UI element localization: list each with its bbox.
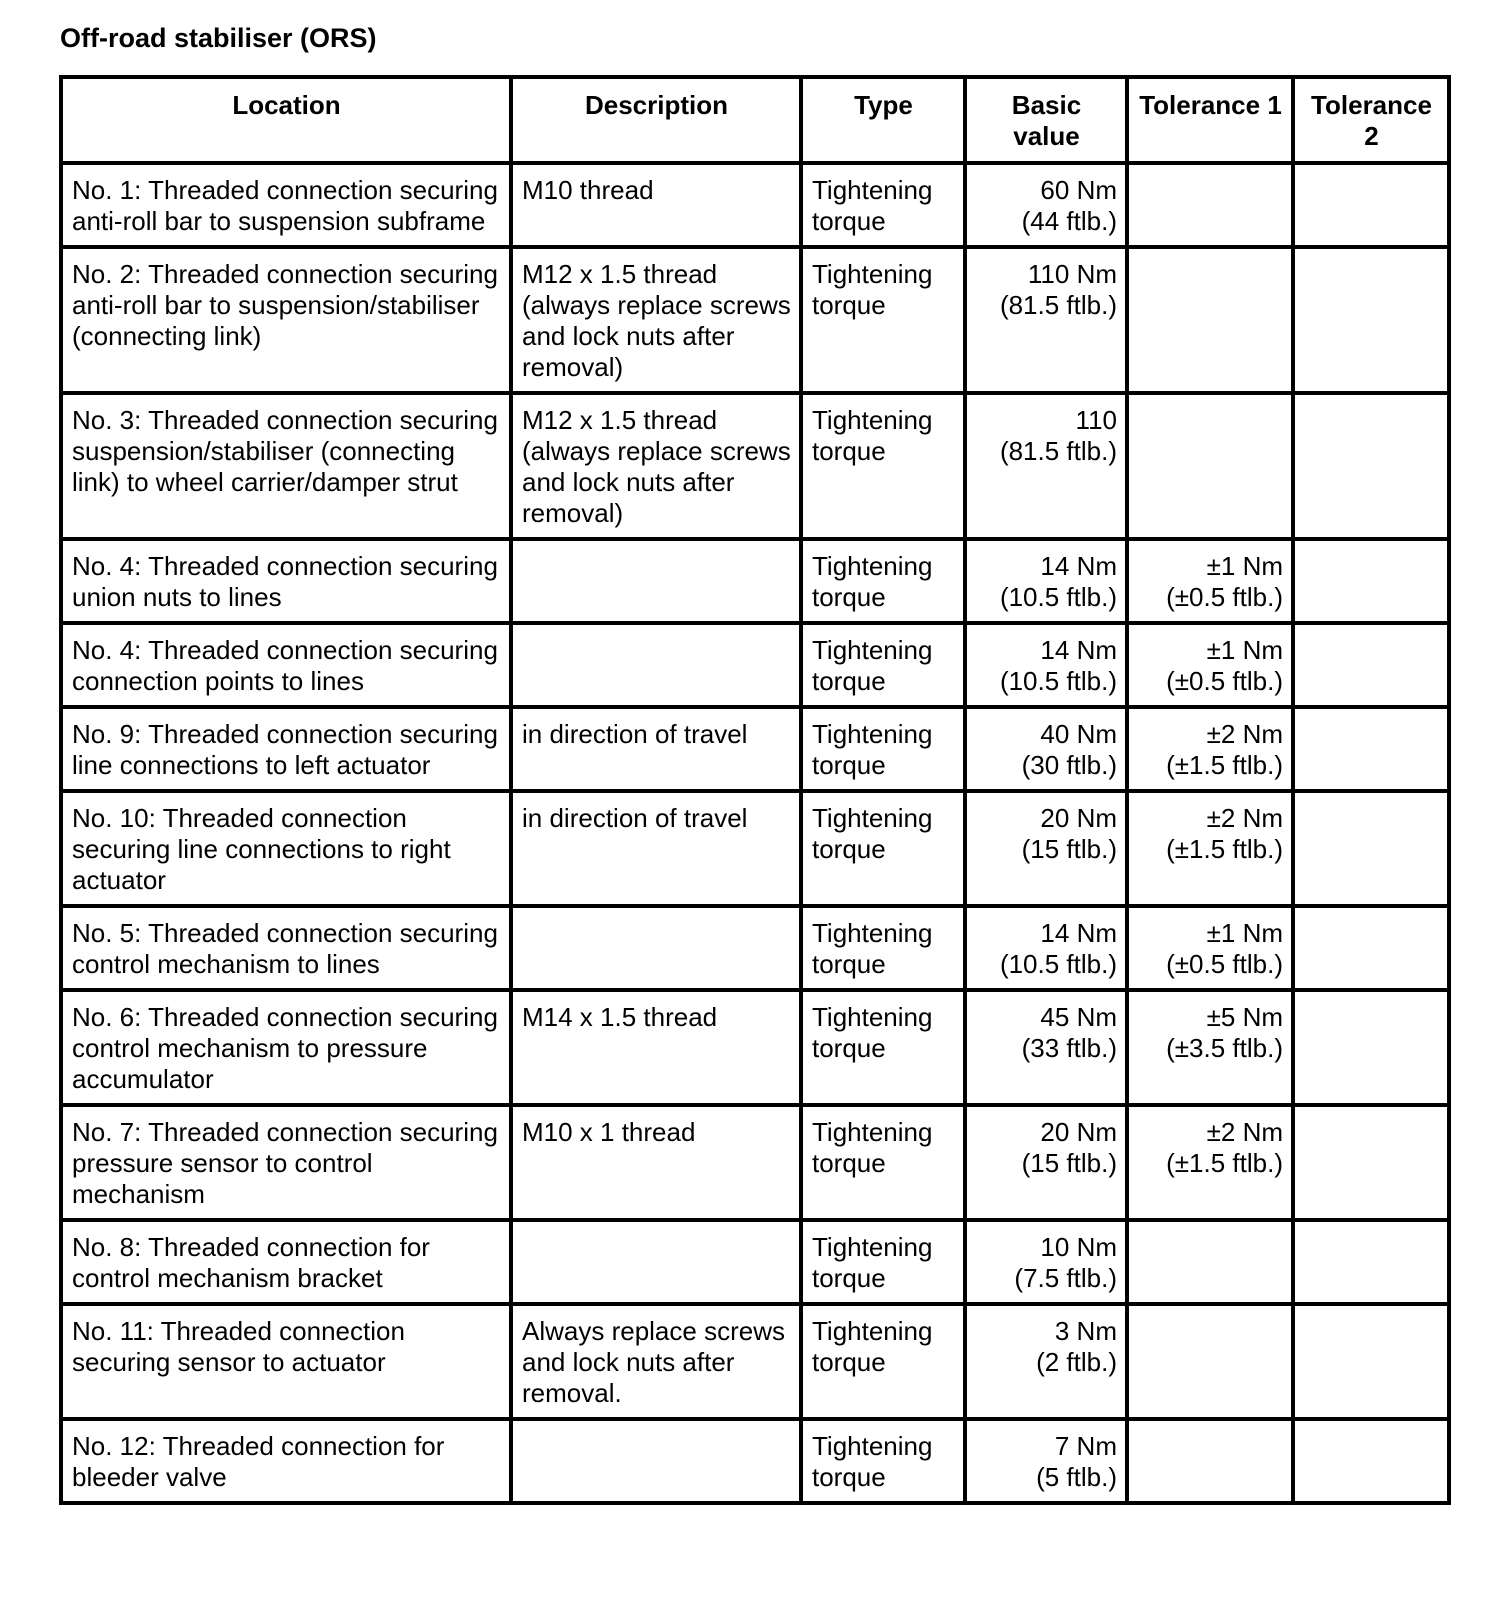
column-header-basic-value: Basic value bbox=[965, 77, 1127, 163]
cell-location: No. 12: Threaded connection for bleeder valve bbox=[61, 1419, 511, 1503]
cell-tolerance-1 bbox=[1127, 1220, 1293, 1304]
torque-spec-table bbox=[59, 75, 1451, 1505]
cell-tolerance-1 bbox=[1127, 247, 1293, 393]
table-row bbox=[61, 990, 1449, 1105]
tolerance-1-metric: ±2 Nm bbox=[1206, 719, 1283, 749]
cell-tolerance-2 bbox=[1293, 1105, 1449, 1220]
table-row bbox=[61, 623, 1449, 707]
cell-tolerance-1 bbox=[1127, 623, 1293, 707]
cell-type: Tightening torque bbox=[801, 393, 965, 539]
cell-basic-value bbox=[965, 163, 1127, 247]
cell-location: No. 4: Threaded connection securing union nuts to lines bbox=[61, 539, 511, 623]
cell-tolerance-1 bbox=[1127, 791, 1293, 906]
cell-type: Tightening torque bbox=[801, 791, 965, 906]
cell-tolerance-1 bbox=[1127, 906, 1293, 990]
cell-type: Tightening torque bbox=[801, 1220, 965, 1304]
basic-value-metric: 7 Nm bbox=[1054, 1431, 1117, 1461]
cell-basic-value bbox=[965, 906, 1127, 990]
table-row bbox=[61, 906, 1449, 990]
cell-description: M14 x 1.5 thread bbox=[511, 990, 801, 1105]
table-row bbox=[61, 1419, 1449, 1503]
cell-type: Tightening torque bbox=[801, 539, 965, 623]
cell-tolerance-2 bbox=[1293, 623, 1449, 707]
cell-description: M10 x 1 thread bbox=[511, 1105, 801, 1220]
tolerance-1-imperial: (±1.5 ftlb.) bbox=[1166, 750, 1283, 780]
cell-description: M10 thread bbox=[511, 163, 801, 247]
cell-tolerance-2 bbox=[1293, 791, 1449, 906]
basic-value-metric: 14 Nm bbox=[1040, 918, 1117, 948]
cell-location: No. 4: Threaded connection securing connection points to lines bbox=[61, 623, 511, 707]
cell-tolerance-2 bbox=[1293, 393, 1449, 539]
cell-description: M12 x 1.5 thread (always replace screws and lock nuts after removal) bbox=[511, 247, 801, 393]
cell-type: Tightening torque bbox=[801, 247, 965, 393]
cell-description bbox=[511, 1220, 801, 1304]
tolerance-1-imperial: (±1.5 ftlb.) bbox=[1166, 1148, 1283, 1178]
cell-description: in direction of travel bbox=[511, 791, 801, 906]
tolerance-1-imperial: (±0.5 ftlb.) bbox=[1166, 582, 1283, 612]
table-row bbox=[61, 1304, 1449, 1419]
cell-type: Tightening torque bbox=[801, 1105, 965, 1220]
cell-tolerance-1 bbox=[1127, 707, 1293, 791]
basic-value-imperial: (10.5 ftlb.) bbox=[999, 666, 1117, 696]
cell-tolerance-2 bbox=[1293, 990, 1449, 1105]
cell-tolerance-2 bbox=[1293, 1220, 1449, 1304]
tolerance-1-metric: ±2 Nm bbox=[1206, 1117, 1283, 1147]
cell-type: Tightening torque bbox=[801, 1304, 965, 1419]
cell-tolerance-1 bbox=[1127, 1105, 1293, 1220]
cell-basic-value bbox=[965, 1419, 1127, 1503]
cell-type: Tightening torque bbox=[801, 623, 965, 707]
cell-tolerance-1 bbox=[1127, 539, 1293, 623]
cell-tolerance-1 bbox=[1127, 163, 1293, 247]
basic-value-metric: 3 Nm bbox=[1054, 1316, 1117, 1346]
column-header-location: Location bbox=[61, 77, 511, 163]
cell-description bbox=[511, 539, 801, 623]
basic-value-metric: 10 Nm bbox=[1040, 1232, 1117, 1262]
cell-location: No. 2: Threaded connection securing anti-roll bar to suspension/stabiliser (connecting link) bbox=[61, 247, 511, 393]
cell-type: Tightening torque bbox=[801, 990, 965, 1105]
table-row bbox=[61, 539, 1449, 623]
basic-value-metric: 14 Nm bbox=[1040, 635, 1117, 665]
cell-tolerance-1 bbox=[1127, 990, 1293, 1105]
cell-basic-value bbox=[965, 1105, 1127, 1220]
cell-tolerance-2 bbox=[1293, 163, 1449, 247]
basic-value-metric: 110 bbox=[1075, 405, 1117, 435]
column-header-description: Description bbox=[511, 77, 801, 163]
cell-basic-value bbox=[965, 623, 1127, 707]
basic-value-imperial: (10.5 ftlb.) bbox=[999, 949, 1117, 979]
cell-location: No. 10: Threaded connection securing line connections to right actuator bbox=[61, 791, 511, 906]
basic-value-metric: 20 Nm bbox=[1040, 803, 1117, 833]
cell-basic-value bbox=[965, 707, 1127, 791]
table-row bbox=[61, 1105, 1449, 1220]
cell-type: Tightening torque bbox=[801, 163, 965, 247]
cell-location: No. 9: Threaded connection securing line connections to left actuator bbox=[61, 707, 511, 791]
basic-value-imperial: (15 ftlb.) bbox=[1021, 834, 1117, 864]
basic-value-metric: 20 Nm bbox=[1040, 1117, 1117, 1147]
cell-location: No. 8: Threaded connection for control mechanism bracket bbox=[61, 1220, 511, 1304]
cell-location: No. 1: Threaded connection securing anti-roll bar to suspension subframe bbox=[61, 163, 511, 247]
cell-basic-value bbox=[965, 1220, 1127, 1304]
tolerance-1-imperial: (±3.5 ftlb.) bbox=[1166, 1033, 1283, 1063]
tolerance-1-imperial: (±1.5 ftlb.) bbox=[1166, 834, 1283, 864]
basic-value-imperial: (44 ftlb.) bbox=[1021, 206, 1117, 236]
basic-value-imperial: (30 ftlb.) bbox=[1021, 750, 1117, 780]
basic-value-imperial: (7.5 ftlb.) bbox=[1014, 1263, 1117, 1293]
cell-description bbox=[511, 906, 801, 990]
cell-tolerance-2 bbox=[1293, 247, 1449, 393]
column-header-tolerance-1: Tolerance 1 bbox=[1127, 77, 1293, 163]
cell-basic-value bbox=[965, 990, 1127, 1105]
basic-value-metric: 110 Nm bbox=[1027, 259, 1117, 289]
cell-description bbox=[511, 1419, 801, 1503]
tolerance-1-metric: ±1 Nm bbox=[1206, 918, 1283, 948]
basic-value-imperial: (2 ftlb.) bbox=[1036, 1347, 1117, 1377]
basic-value-metric: 14 Nm bbox=[1040, 551, 1117, 581]
table-row bbox=[61, 163, 1449, 247]
column-header-type: Type bbox=[801, 77, 965, 163]
cell-location: No. 7: Threaded connection securing pressure sensor to control mechanism bbox=[61, 1105, 511, 1220]
table-row bbox=[61, 1220, 1449, 1304]
cell-type: Tightening torque bbox=[801, 906, 965, 990]
basic-value-imperial: (81.5 ftlb.) bbox=[999, 290, 1117, 320]
basic-value-metric: 60 Nm bbox=[1040, 175, 1117, 205]
cell-basic-value bbox=[965, 393, 1127, 539]
cell-location: No. 6: Threaded connection securing control mechanism to pressure accumulator bbox=[61, 990, 511, 1105]
tolerance-1-imperial: (±0.5 ftlb.) bbox=[1166, 949, 1283, 979]
basic-value-metric: 45 Nm bbox=[1040, 1002, 1117, 1032]
table-row bbox=[61, 247, 1449, 393]
cell-tolerance-2 bbox=[1293, 1419, 1449, 1503]
cell-basic-value bbox=[965, 1304, 1127, 1419]
basic-value-imperial: (33 ftlb.) bbox=[1021, 1033, 1117, 1063]
cell-tolerance-1 bbox=[1127, 1419, 1293, 1503]
tolerance-1-metric: ±1 Nm bbox=[1206, 635, 1283, 665]
page-title: Off-road stabiliser (ORS) bbox=[60, 23, 377, 53]
table-header-row bbox=[61, 77, 1449, 163]
table-row bbox=[61, 791, 1449, 906]
cell-type: Tightening torque bbox=[801, 707, 965, 791]
basic-value-imperial: (10.5 ftlb.) bbox=[999, 582, 1117, 612]
cell-tolerance-2 bbox=[1293, 1304, 1449, 1419]
tolerance-1-imperial: (±0.5 ftlb.) bbox=[1166, 666, 1283, 696]
tolerance-1-metric: ±5 Nm bbox=[1206, 1002, 1283, 1032]
cell-description: M12 x 1.5 thread (always replace screws and lock nuts after removal) bbox=[511, 393, 801, 539]
cell-basic-value bbox=[965, 539, 1127, 623]
tolerance-1-metric: ±1 Nm bbox=[1206, 551, 1283, 581]
cell-description: Always replace screws and lock nuts after removal. bbox=[511, 1304, 801, 1419]
table-row bbox=[61, 393, 1449, 539]
basic-value-imperial: (5 ftlb.) bbox=[1036, 1462, 1117, 1492]
column-header-tolerance-2: Tolerance 2 bbox=[1293, 77, 1449, 163]
cell-description bbox=[511, 623, 801, 707]
cell-tolerance-1 bbox=[1127, 1304, 1293, 1419]
cell-tolerance-2 bbox=[1293, 539, 1449, 623]
basic-value-metric: 40 Nm bbox=[1040, 719, 1117, 749]
cell-location: No. 11: Threaded connection securing sensor to actuator bbox=[61, 1304, 511, 1419]
basic-value-imperial: (81.5 ftlb.) bbox=[999, 436, 1117, 466]
cell-location: No. 5: Threaded connection securing control mechanism to lines bbox=[61, 906, 511, 990]
cell-tolerance-1 bbox=[1127, 393, 1293, 539]
cell-location: No. 3: Threaded connection securing suspension/stabiliser (connecting link) to wheel carrier/damper strut bbox=[61, 393, 511, 539]
cell-basic-value bbox=[965, 791, 1127, 906]
cell-type: Tightening torque bbox=[801, 1419, 965, 1503]
cell-tolerance-2 bbox=[1293, 707, 1449, 791]
cell-tolerance-2 bbox=[1293, 906, 1449, 990]
basic-value-imperial: (15 ftlb.) bbox=[1021, 1148, 1117, 1178]
cell-basic-value bbox=[965, 247, 1127, 393]
table-row bbox=[61, 707, 1449, 791]
tolerance-1-metric: ±2 Nm bbox=[1206, 803, 1283, 833]
cell-description: in direction of travel bbox=[511, 707, 801, 791]
